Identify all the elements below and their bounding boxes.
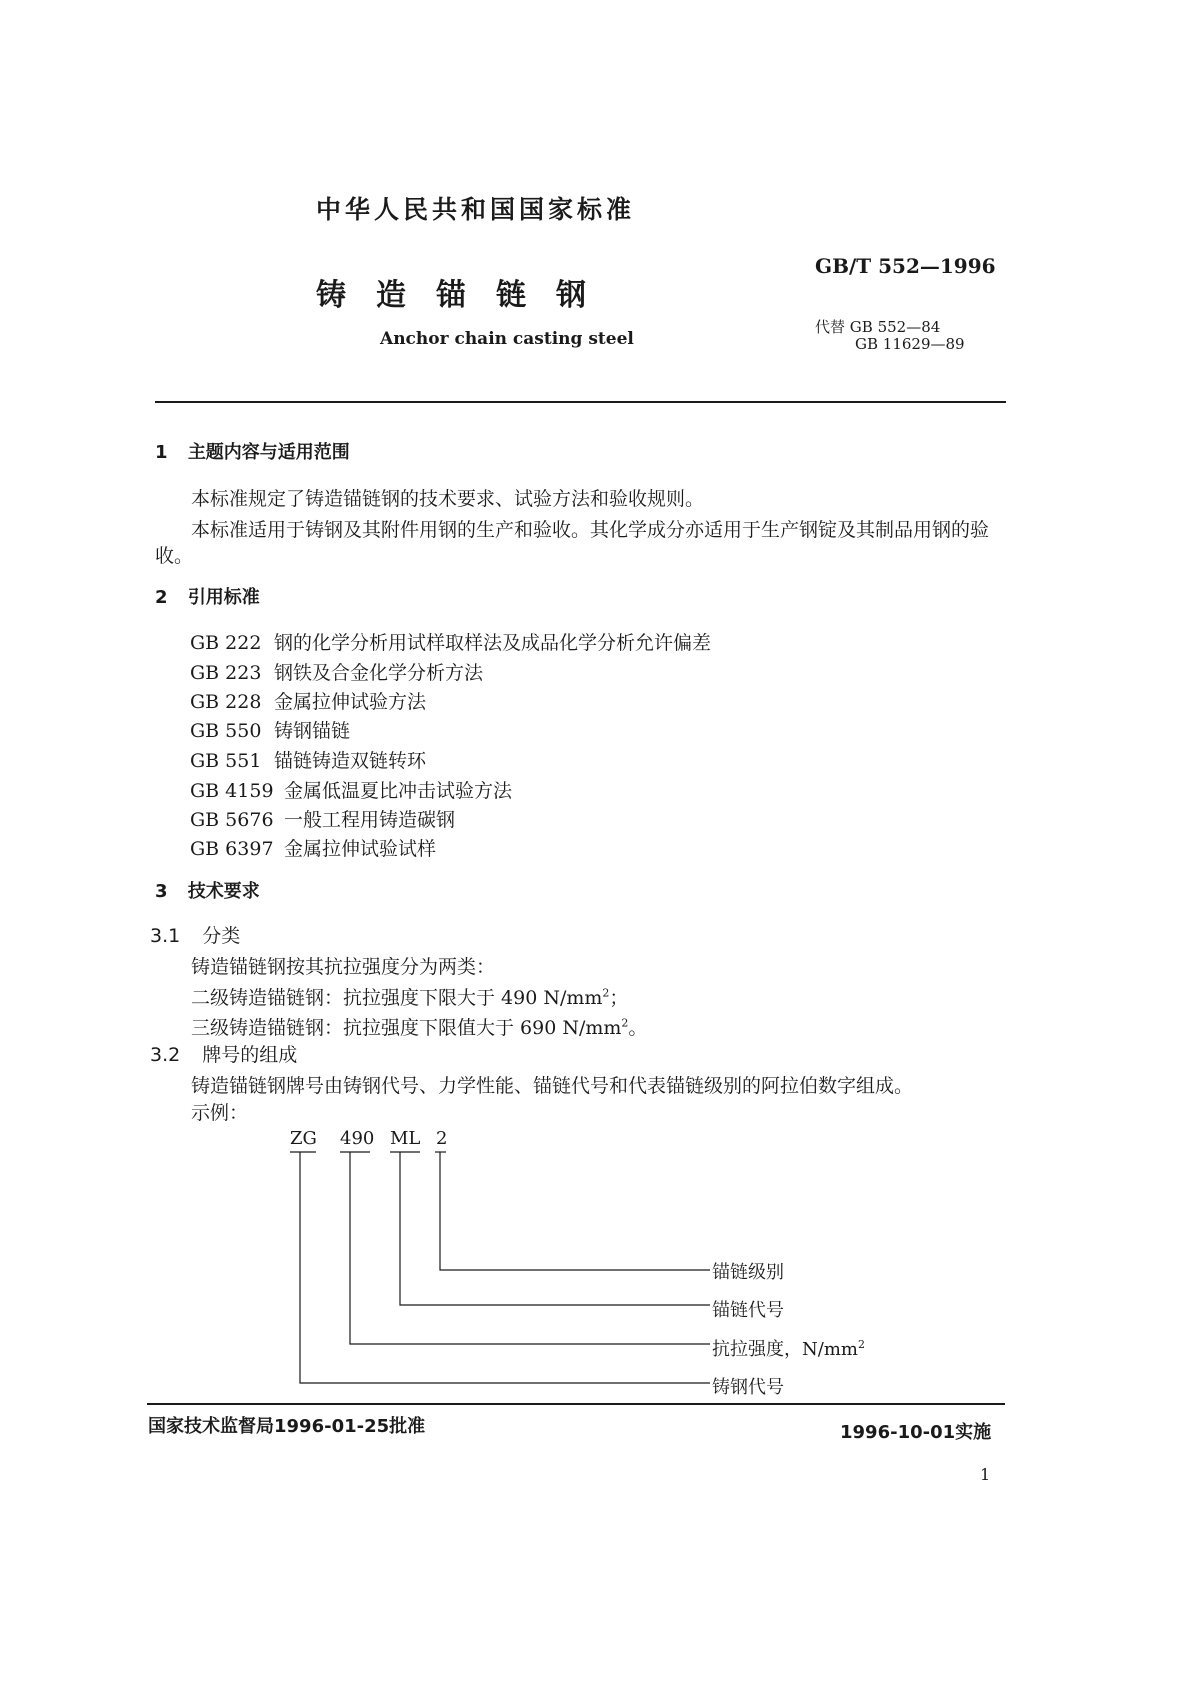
section-2-title: 引用标准	[187, 587, 260, 608]
label-chain-code: 锚链代号	[712, 1300, 784, 1321]
label-grade: 锚链级别	[712, 1262, 784, 1283]
reference-item	[190, 658, 483, 685]
example-label: 示例：	[191, 1102, 249, 1124]
grade-diagram-lines	[280, 1125, 920, 1405]
reference-code: GB 228	[190, 691, 262, 713]
reference-item	[190, 628, 711, 655]
document-title-cn: 铸 造 锚 链 钢	[316, 278, 586, 313]
footer-divider	[147, 1403, 1005, 1405]
document-title-en: Anchor chain casting steel	[380, 329, 634, 349]
section-1-para-2-cont: 收。	[155, 545, 194, 567]
section-2-heading	[155, 583, 260, 609]
section-3-number: 3	[155, 881, 168, 902]
label-tensile-text: 抗拉强度，N/mm	[712, 1339, 858, 1360]
reference-title: 金属低温夏比冲击试验方法	[284, 780, 513, 802]
grade-2-text: 二级铸造锚链钢：抗拉强度下限大于 490 N/mm	[191, 987, 603, 1009]
reference-title: 钢的化学分析用试样取样法及成品化学分析允许偏差	[274, 632, 712, 654]
reference-code: GB 550	[190, 720, 262, 742]
leader-grade	[440, 1152, 710, 1270]
section-1-number: 1	[155, 442, 168, 463]
subsection-3-1-number: 3.1	[150, 925, 181, 947]
replaces-code-1: GB 552—84	[849, 318, 941, 336]
section-2-number: 2	[155, 587, 168, 608]
section-1-heading	[155, 438, 350, 464]
superscript: 2	[602, 986, 610, 1000]
grade-3-text: 三级铸造锚链钢：抗拉强度下限值大于 690 N/mm	[191, 1017, 622, 1039]
header-divider	[155, 401, 1006, 403]
superscript: 2	[621, 1016, 629, 1030]
grade-2-tail: ；	[609, 987, 629, 1009]
grade-3-tail: 。	[628, 1017, 648, 1039]
reference-code: GB 5676	[190, 809, 274, 831]
reference-code: GB 6397	[190, 838, 274, 860]
reference-item	[190, 687, 426, 714]
reference-title: 铸钢锚链	[274, 720, 351, 742]
implementation-date: 1996-10-01实施	[840, 1422, 992, 1443]
label-tensile	[712, 1335, 865, 1361]
leader-tensile	[350, 1152, 710, 1344]
section-1-para-2: 本标准适用于铸钢及其附件用钢的生产和验收。其化学成分亦适用于生产钢锭及其制品用钢的验	[191, 519, 990, 541]
reference-title: 一般工程用铸造碳钢	[284, 809, 456, 831]
reference-code: GB 222	[190, 632, 262, 654]
reference-item	[190, 776, 512, 803]
reference-title: 钢铁及合金化学分析方法	[274, 662, 484, 684]
reference-code: GB 223	[190, 662, 262, 684]
subsection-3-2-heading	[150, 1040, 297, 1067]
standard-code: GB/T 552—1996	[815, 254, 996, 278]
reference-item	[190, 716, 350, 743]
part-490: 490	[340, 1128, 375, 1149]
section-1-title: 主题内容与适用范围	[187, 442, 350, 463]
subsection-3-1-heading	[150, 921, 240, 948]
reference-code: GB 551	[190, 750, 262, 772]
subsection-3-1-title: 分类	[202, 925, 241, 947]
subsection-3-1-para-2	[191, 983, 628, 1010]
leader-chain-code	[400, 1152, 710, 1305]
part-zg: ZG	[290, 1128, 317, 1149]
approval-info: 国家技术监督局1996-01-25批准	[148, 1416, 426, 1437]
page-number: 1	[980, 1465, 991, 1484]
reference-title: 金属拉伸试验试样	[284, 838, 437, 860]
reference-item	[190, 746, 426, 773]
national-standard-title: 中华人民共和国国家标准	[316, 195, 636, 224]
subsection-3-2-title: 牌号的组成	[202, 1044, 298, 1066]
section-3-heading	[155, 877, 260, 903]
reference-item	[190, 805, 455, 832]
label-cast-steel: 铸钢代号	[712, 1377, 784, 1398]
reference-code: GB 4159	[190, 780, 274, 802]
part-2: 2	[436, 1128, 448, 1149]
section-3-title: 技术要求	[187, 881, 260, 902]
subsection-3-1-para-3	[191, 1013, 647, 1040]
replaces-code-2: GB 11629—89	[855, 335, 965, 353]
leader-cast-steel	[300, 1152, 710, 1383]
replaces-line-1	[815, 316, 940, 337]
part-ml: ML	[390, 1128, 421, 1149]
reference-title: 金属拉伸试验方法	[274, 691, 427, 713]
replaces-label: 代替	[815, 318, 846, 336]
subsection-3-1-para-1: 铸造锚链钢按其抗拉强度分为两类：	[191, 956, 496, 978]
grade-diagram	[280, 1125, 920, 1405]
superscript: 2	[857, 1338, 865, 1351]
subsection-3-2-para-1: 铸造锚链钢牌号由铸钢代号、力学性能、锚链代号和代表锚链级别的阿拉伯数字组成。	[191, 1075, 914, 1097]
section-1-para-1: 本标准规定了铸造锚链钢的技术要求、试验方法和验收规则。	[191, 488, 705, 510]
subsection-3-2-number: 3.2	[150, 1044, 181, 1066]
reference-title: 锚链铸造双链转环	[274, 750, 427, 772]
reference-item	[190, 834, 436, 861]
